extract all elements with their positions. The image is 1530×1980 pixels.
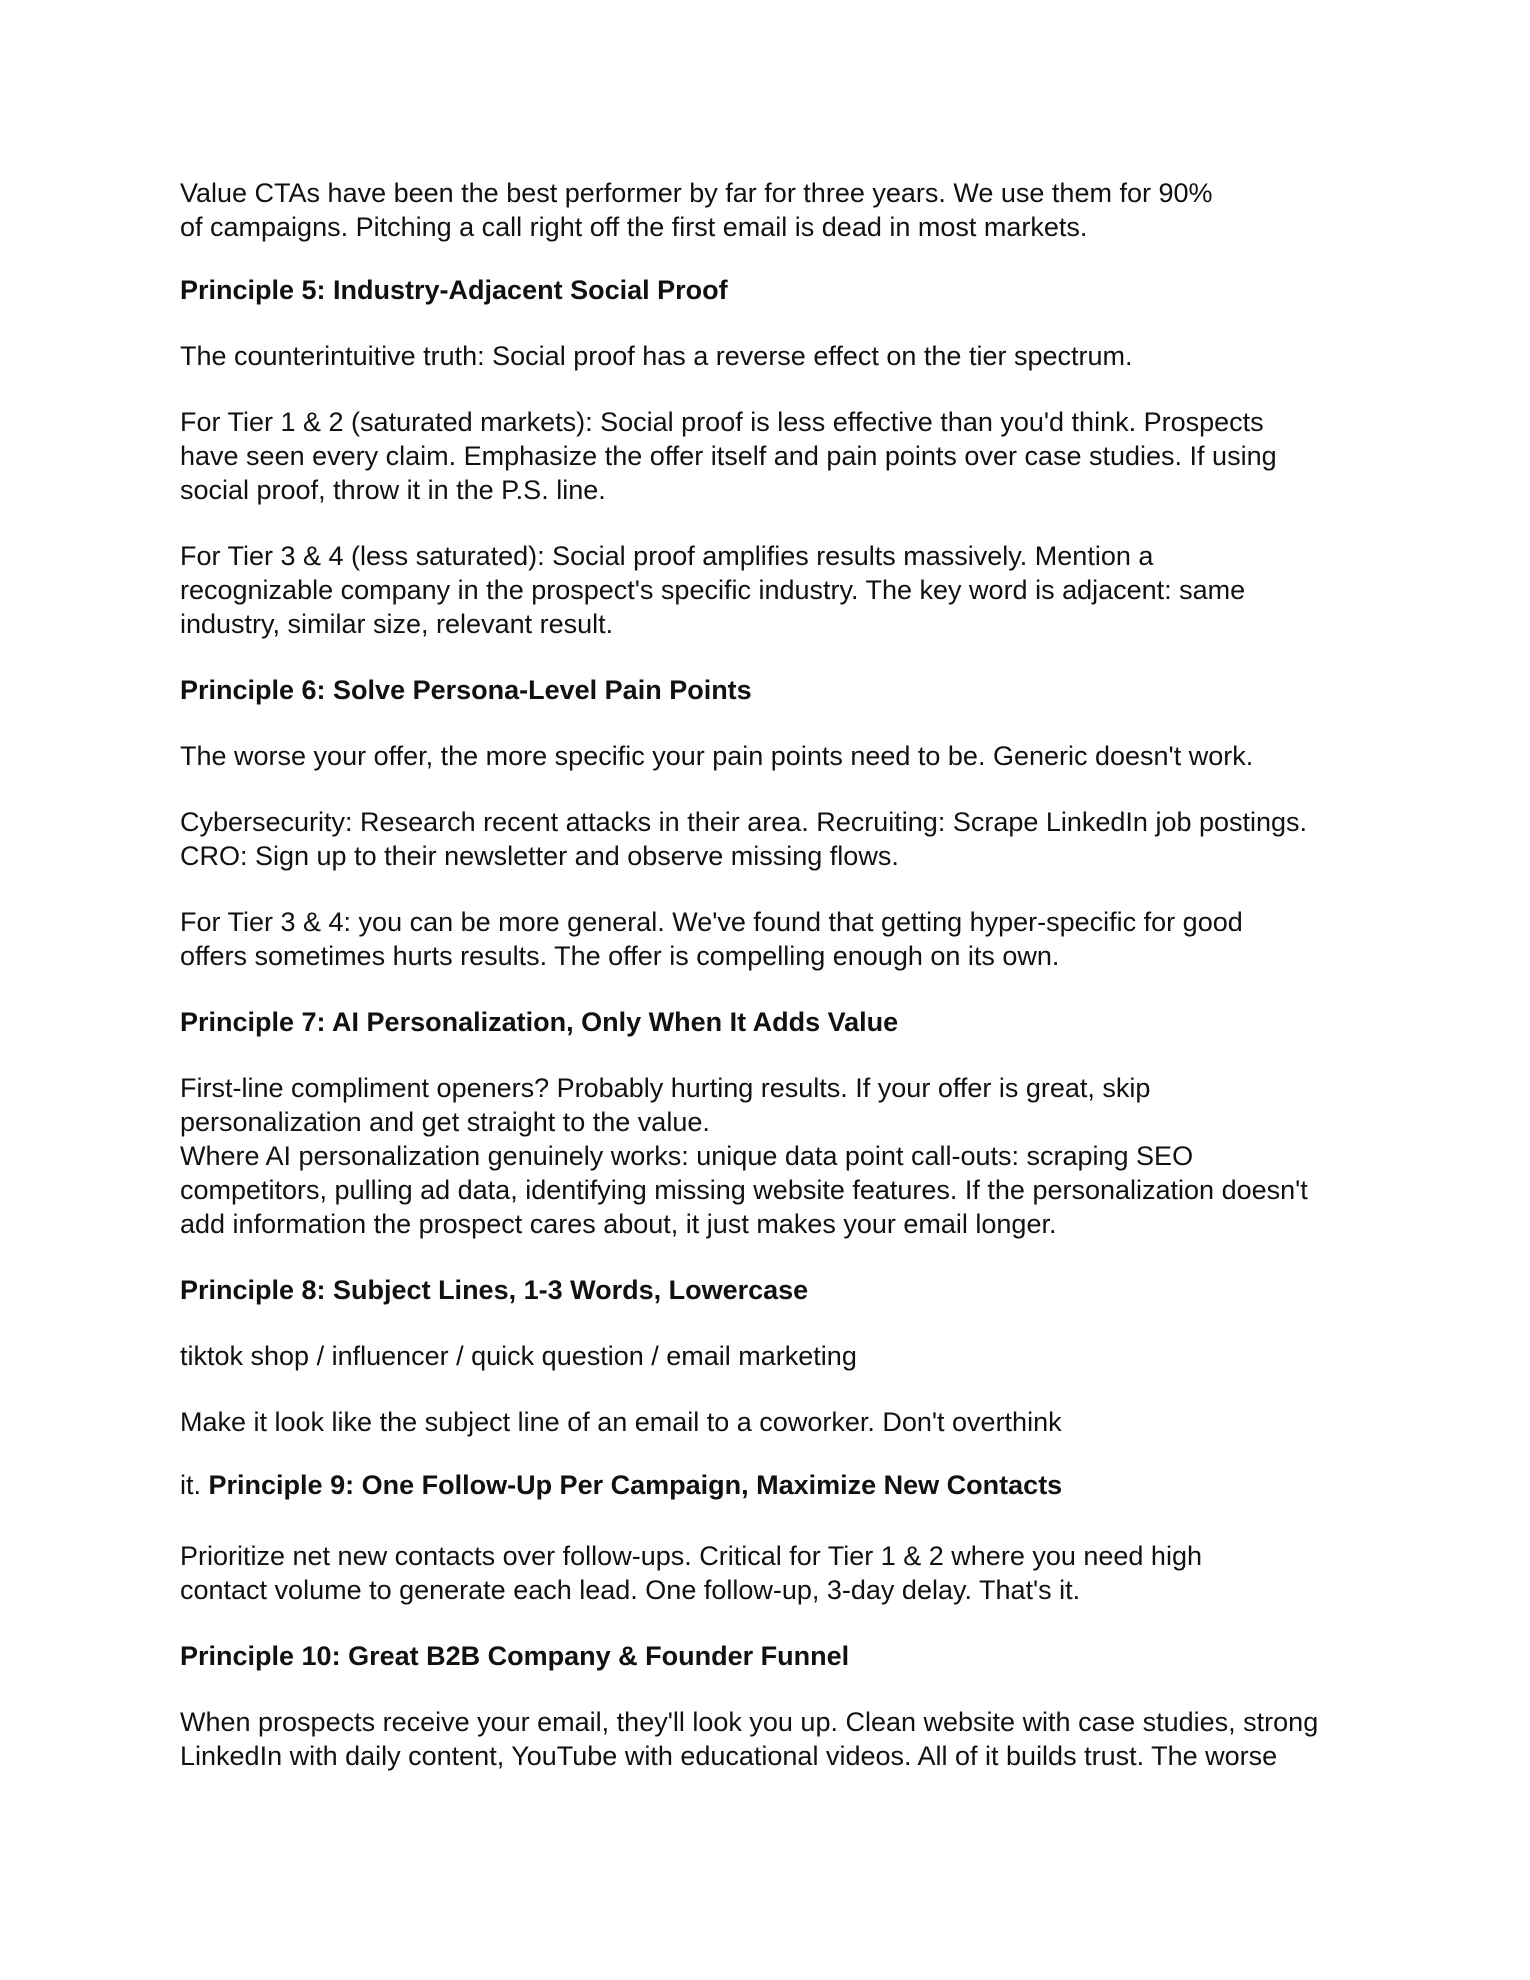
body-text-line: For Tier 3 & 4 (less saturated): Social proof amplifies results massively. Mention a xyxy=(180,541,1154,571)
body-text-line: For Tier 3 & 4: you can be more general. We've found that getting hyper-specific for good xyxy=(180,907,1243,937)
body-text-line: social proof, throw it in the P.S. line. xyxy=(180,475,606,505)
body-text-line: For Tier 1 & 2 (saturated markets): Social proof is less effective than you'd think. Prospects xyxy=(180,407,1264,437)
body-text-line: competitors, pulling ad data, identifying missing website features. If the personalization doesn't xyxy=(180,1175,1308,1205)
body-text-line: personalization and get straight to the value. xyxy=(180,1107,710,1137)
body-text-fragment: it. xyxy=(180,1470,202,1500)
body-text-line: Value CTAs have been the best performer by far for three years. We use them for 90% xyxy=(180,178,1213,208)
body-text-line: LinkedIn with daily content, YouTube with educational videos. All of it builds trust. The worse xyxy=(180,1741,1278,1771)
body-text-line: tiktok shop / influencer / quick question / email marketing xyxy=(180,1341,857,1371)
section-heading: Principle 9: One Follow-Up Per Campaign, Maximize New Contacts xyxy=(208,1470,1063,1500)
mixed-text-line xyxy=(180,1468,1062,1502)
section-heading: Principle 5: Industry-Adjacent Social Proof xyxy=(180,275,728,305)
section-heading: Principle 10: Great B2B Company & Founder Funnel xyxy=(180,1641,850,1671)
body-text-line: Where AI personalization genuinely works: unique data point call-outs: scraping SEO xyxy=(180,1141,1194,1171)
body-text-line: The counterintuitive truth: Social proof has a reverse effect on the tier spectrum. xyxy=(180,341,1133,371)
body-text-line: add information the prospect cares about, it just makes your email longer. xyxy=(180,1209,1057,1239)
body-text-line: industry, similar size, relevant result. xyxy=(180,609,614,639)
body-text-line: CRO: Sign up to their newsletter and observe missing flows. xyxy=(180,841,899,871)
section-heading: Principle 7: AI Personalization, Only When It Adds Value xyxy=(180,1007,899,1037)
body-text-line: have seen every claim. Emphasize the offer itself and pain points over case studies. If using xyxy=(180,441,1277,471)
section-heading: Principle 8: Subject Lines, 1-3 Words, Lowercase xyxy=(180,1275,809,1305)
body-text-line: Prioritize net new contacts over follow-ups. Critical for Tier 1 & 2 where you need high xyxy=(180,1541,1202,1571)
body-text-line: contact volume to generate each lead. One follow-up, 3-day delay. That's it. xyxy=(180,1575,1081,1605)
body-text-line: When prospects receive your email, they'll look you up. Clean website with case studies, strong xyxy=(180,1707,1319,1737)
body-text-line: First-line compliment openers? Probably hurting results. If your offer is great, skip xyxy=(180,1073,1151,1103)
section-heading: Principle 6: Solve Persona-Level Pain Points xyxy=(180,675,752,705)
body-text-line: Cybersecurity: Research recent attacks in their area. Recruiting: Scrape LinkedIn job postings. xyxy=(180,807,1308,837)
body-text-line: recognizable company in the prospect's specific industry. The key word is adjacent: same xyxy=(180,575,1246,605)
body-text-line: The worse your offer, the more specific your pain points need to be. Generic doesn't work. xyxy=(180,741,1254,771)
body-text-line: offers sometimes hurts results. The offer is compelling enough on its own. xyxy=(180,941,1060,971)
body-text-line: of campaigns. Pitching a call right off the first email is dead in most markets. xyxy=(180,212,1088,242)
body-text-line: Make it look like the subject line of an email to a coworker. Don't overthink xyxy=(180,1407,1062,1437)
